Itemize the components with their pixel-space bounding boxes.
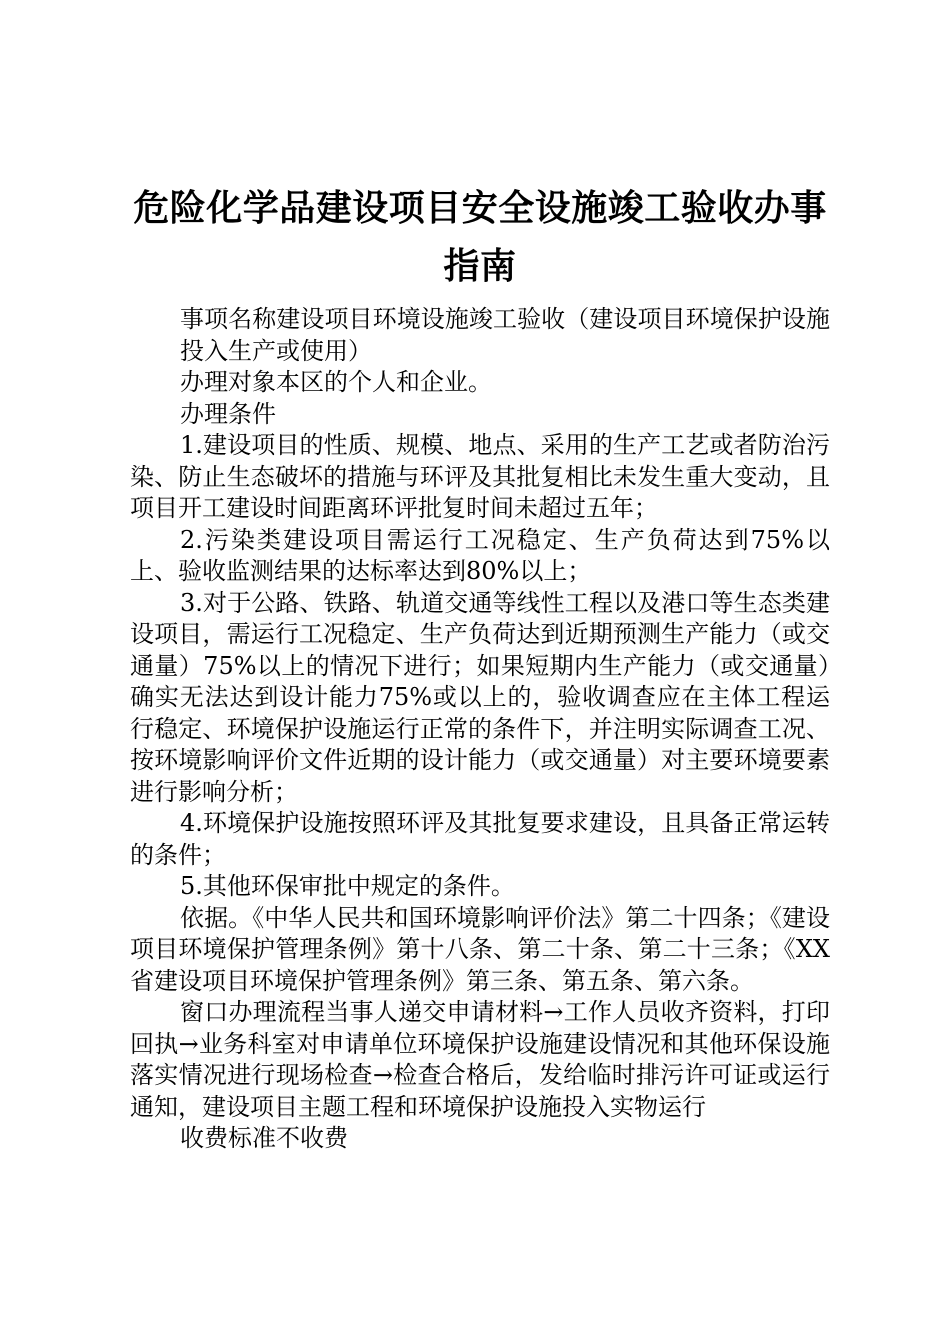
paragraph-condition-2: 2.污染类建设项目需运行工况稳定、生产负荷达到75%以上、验收监测结果的达标率达到80%以上；: [130, 525, 830, 585]
document-page: [130, 180, 830, 1155]
paragraph-item-name: 事项名称建设项目环境设施竣工验收（建设项目环境保护设施投入生产或使用）: [180, 305, 830, 365]
paragraph-fees: 收费标准不收费: [180, 1124, 348, 1152]
paragraph-condition-1: 1.建设项目的性质、规模、地点、采用的生产工艺或者防治污染、防止生态破坏的措施与环评及其批复相比未发生重大变动，且项目开工建设时间距离环评批复时间未超过五年；: [130, 431, 830, 522]
paragraph-conditions-heading: 办理条件: [180, 399, 276, 428]
paragraph-legal-basis: 依据。《中华人民共和国环境影响评价法》第二十四条；《建设项目环境保护管理条例》第十八条、第二十条、第二十三条；《XX省建设项目环境保护管理条例》第三条、第五条、第六条。: [130, 903, 830, 995]
paragraph-condition-3: 3.对于公路、铁路、轨道交通等线性工程以及港口等生态类建设项目，需运行工况稳定、生产负荷达到近期预测生产能力（或交通量）75%以上的情况下进行；如果短期内生产能力（或交通量）确实无法达到设计能力75%或以上的，验收调查应在主体工程运行稳定、环境保护设施运行正常的条件下，并注明实际调查工况、按环境影响评价文件近期的设计能力（或交通量）对主要环境要素进行影响分析；: [130, 588, 830, 806]
paragraph-condition-4: 4.环境保护设施按照环评及其批复要求建设，且具备正常运转的条件；: [130, 809, 830, 869]
document-title: 危险化学品建设项目安全设施竣工验收办事指南: [133, 188, 827, 287]
paragraph-target: 办理对象本区的个人和企业。: [180, 368, 492, 396]
paragraph-process: 窗口办理流程当事人递交申请材料→工作人员收齐资料，打印回执→业务科室对申请单位环境保护设施建设情况和其他环保设施落实情况进行现场检查→检查合格后，发给临时排污许可证或运行通知，建设项目主题工程和环境保护设施投入实物运行: [130, 998, 830, 1121]
paragraph-condition-5: 5.其他环保审批中规定的条件。: [180, 872, 515, 900]
